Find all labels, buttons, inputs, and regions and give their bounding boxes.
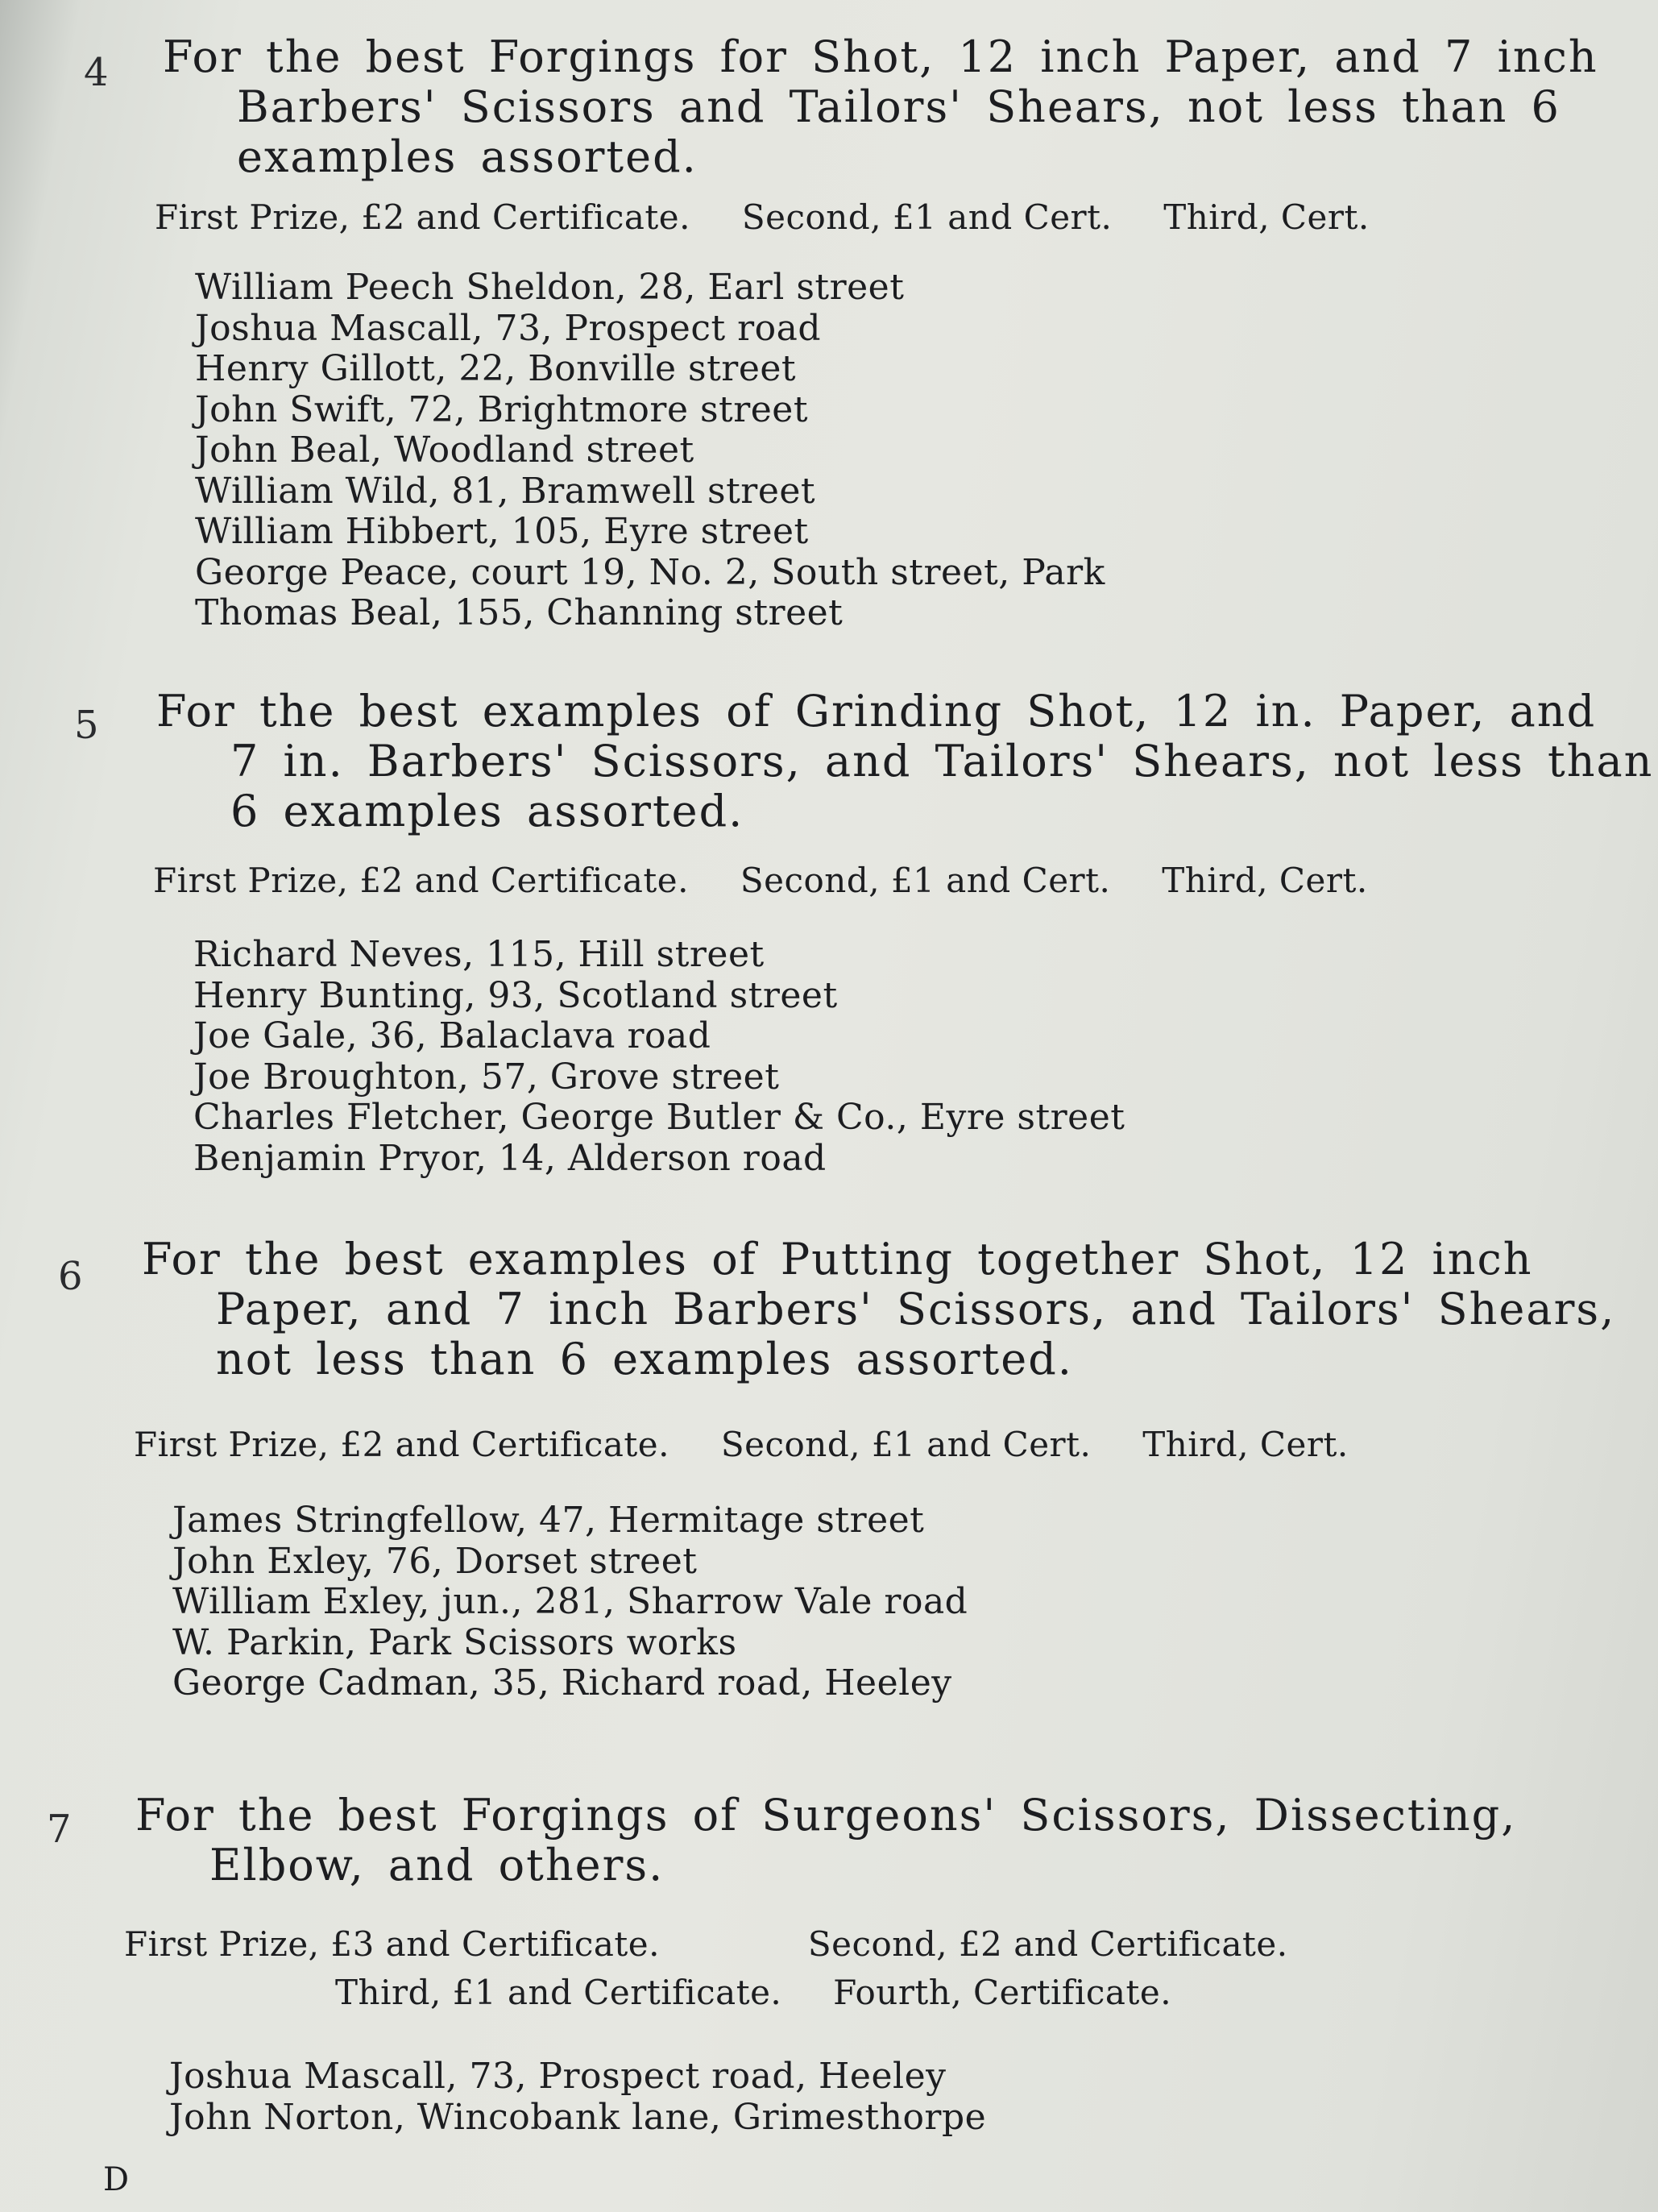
signature-mark: D — [103, 2161, 130, 2198]
section-number: 7 — [47, 1807, 72, 1852]
heading-line: Paper, and 7 inch Barbers' Scissors, and Tailors' Shears, — [216, 1284, 1616, 1334]
third-prize: Third, Cert. — [1163, 197, 1370, 237]
section-heading — [142, 1235, 1615, 1384]
entrant: William Peech Sheldon, 28, Earl street — [195, 267, 905, 308]
entrant: Thomas Beal, 155, Channing street — [195, 592, 844, 633]
entrant: John Swift, 72, Brightmore street — [195, 388, 809, 430]
first-prize: First Prize, £2 and Certificate. — [153, 861, 690, 900]
entrant: William Wild, 81, Bramwell street — [195, 470, 816, 512]
section-heading — [163, 32, 1598, 182]
entrant: Benjamin Pryor, 14, Alderson road — [193, 1137, 827, 1179]
entrant: Joshua Mascall, 73, Prospect road — [195, 307, 822, 349]
first-prize: First Prize, £2 and Certificate. — [155, 197, 691, 237]
heading-line: 6 examples assorted. — [230, 786, 744, 836]
entrant: John Norton, Wincobank lane, Grimesthorpe — [169, 2096, 987, 2138]
entrant: Henry Gillott, 22, Bonville street — [195, 348, 797, 389]
section-heading — [135, 1791, 1516, 1890]
prize-list-row1 — [124, 1924, 1328, 1964]
heading-line: For the best Forgings of Surgeons' Scissors, Dissecting, — [135, 1790, 1517, 1841]
prize-list — [155, 197, 1410, 237]
entrant: W. Parkin, Park Scissors works — [172, 1621, 737, 1663]
entrant: George Cadman, 35, Richard road, Heeley — [172, 1662, 952, 1704]
heading-line: For the best Forgings for Shot, 12 inch Paper, and 7 inch — [163, 31, 1598, 82]
third-prize: Third, Cert. — [1142, 1425, 1349, 1464]
entrant: William Hibbert, 105, Eyre street — [195, 511, 809, 552]
fourth-prize: Fourth, Certificate. — [833, 1973, 1172, 2012]
entrant: Joe Broughton, 57, Grove street — [193, 1056, 780, 1098]
heading-line: For the best examples of Putting together Shot, 12 inch — [142, 1234, 1533, 1284]
entrant: John Exley, 76, Dorset street — [172, 1540, 698, 1582]
entrant: Joshua Mascall, 73, Prospect road, Heeley — [169, 2056, 947, 2097]
entrant: Joe Gale, 36, Balaclava road — [193, 1015, 711, 1056]
entrant: Henry Bunting, 93, Scotland street — [193, 974, 838, 1016]
entrant-list — [195, 268, 1105, 634]
heading-line: For the best examples of Grinding Shot, 12 in. Paper, and — [156, 686, 1597, 737]
second-prize: Second, £2 and Certificate. — [807, 1924, 1288, 1964]
second-prize: Second, £1 and Cert. — [740, 861, 1111, 900]
entrant: Richard Neves, 115, Hill street — [193, 934, 765, 975]
first-prize: First Prize, £2 and Certificate. — [134, 1425, 670, 1464]
prize-list — [153, 861, 1408, 900]
entrant: George Peace, court 19, No. 2, South street, Park — [195, 551, 1105, 593]
entrant: James Stringfellow, 47, Hermitage street — [172, 1500, 925, 1541]
section-heading — [156, 687, 1653, 836]
prize-list-row2 — [335, 1973, 1212, 2012]
entrant: John Beal, Woodland street — [195, 430, 694, 471]
second-prize: Second, £1 and Cert. — [741, 197, 1113, 237]
heading-line: not less than 6 examples assorted. — [216, 1334, 1073, 1384]
third-prize: Third, Cert. — [1162, 861, 1368, 900]
third-prize: Third, £1 and Certificate. — [335, 1973, 782, 2012]
heading-line: Barbers' Scissors and Tailors' Shears, not less than 6 — [237, 81, 1561, 132]
entrant-list — [193, 935, 1125, 1179]
entrant-list — [172, 1500, 968, 1704]
section-number: 4 — [84, 50, 109, 95]
second-prize: Second, £1 and Cert. — [720, 1425, 1092, 1464]
entrant: Charles Fletcher, George Butler & Co., Eyre street — [193, 1097, 1125, 1138]
heading-line: 7 in. Barbers' Scissors, and Tailors' Shears, not less than — [230, 736, 1654, 786]
section-number: 6 — [58, 1254, 83, 1299]
prize-list — [134, 1425, 1389, 1464]
heading-line: Elbow, and others. — [209, 1840, 665, 1890]
entrant: William Exley, jun., 281, Sharrow Vale road — [172, 1581, 968, 1622]
section-number: 5 — [74, 703, 99, 748]
first-prize: First Prize, £3 and Certificate. — [124, 1924, 661, 1964]
entrant-list — [169, 2056, 986, 2138]
heading-line: examples assorted. — [237, 131, 698, 182]
